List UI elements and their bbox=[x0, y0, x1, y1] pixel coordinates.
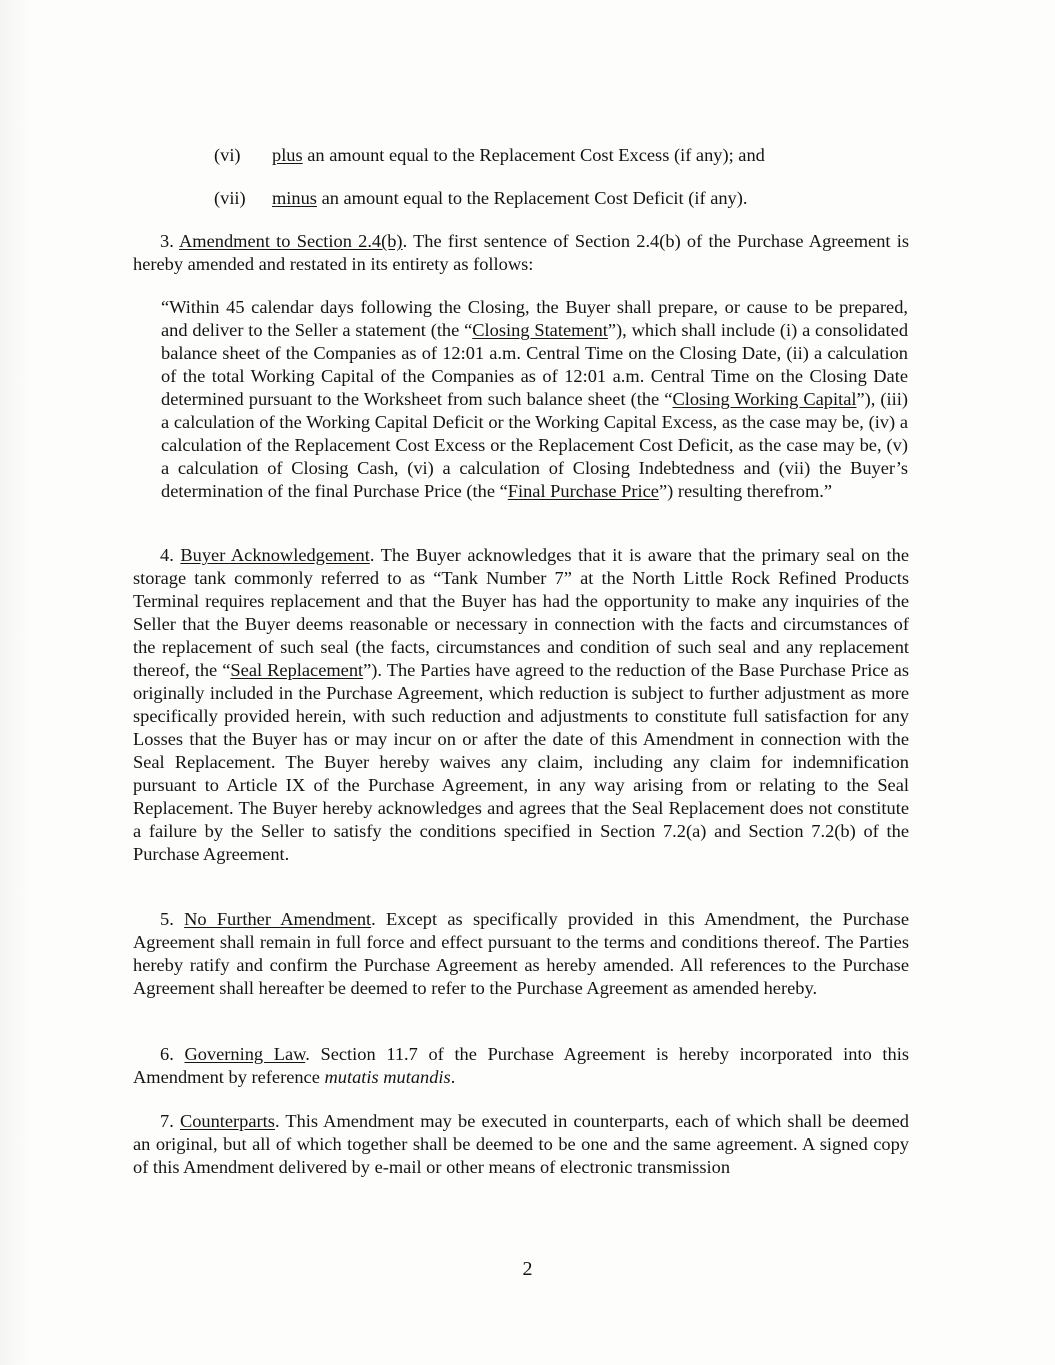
latin-phrase: mutatis mutandis bbox=[324, 1067, 451, 1087]
list-item-text: an amount equal to the Replacement Cost Excess (if any); and bbox=[302, 145, 765, 165]
section-body: . Section 11.7 of the Purchase Agreement is hereby incorporated into this Amendment by reference bbox=[133, 1044, 909, 1087]
quote-text: ”), which shall include (i) a consolidated balance sheet of the Companies as of 12:01 a.m. Central Time on the Closing Date, (ii) a calculation of the total Working Capital of the Companies as of 12:01 a.m. Central Time on the Closing Date determined pursuant to the Worksheet from such balance sheet (the “ bbox=[161, 320, 909, 409]
section-heading: Amendment to Section 2.4(b) bbox=[179, 231, 403, 251]
section-6 bbox=[133, 1043, 909, 1089]
section-body: . This Amendment may be executed in counterparts, each of which shall be deemed an original, but all of which together shall be deemed to be one and the same agreement. A signed copy of this Amendment delivered by e-mail or other means of electronic transmission bbox=[133, 1111, 909, 1177]
section-heading: Governing Law bbox=[184, 1044, 306, 1064]
list-item-keyword: plus bbox=[272, 145, 303, 165]
section-body: . The Buyer acknowledges that it is aware that the primary seal on the storage tank commonly referred to as “Tank Number 7” at the North Little Rock Refined Products Terminal requires replacement and that the Buyer has had the opportunity to make any inquiries of the Seller that the Buyer deems reasonable or necessary in connection with the facts and circumstances of the replacement of such seal (the facts, circumstances and condition of such seal and any replacement thereof, the “ bbox=[133, 545, 909, 680]
quote-text: ”), (iii) a calculation of the Working Capital Deficit or the Working Capital Excess, as the case may be, (iv) a calculation of the Replacement Cost Excess or the Replacement Cost Deficit, as the case may be, (v) a calculation of Closing Cash, (vi) a calculation of Closing Indebtedness and (vii) the Buyer’s determination of the final Purchase Price (the “ bbox=[161, 389, 909, 501]
quote-text: “Within 45 calendar days following the Closing, the Buyer shall prepare, or cause to be prepared, and deliver to the Seller a statement (the “ bbox=[161, 297, 908, 340]
section-number: 4. bbox=[160, 545, 174, 565]
list-item-keyword: minus bbox=[272, 188, 317, 208]
defined-term: Final Purchase Price bbox=[507, 481, 659, 501]
list-item-vi bbox=[214, 144, 765, 167]
list-item-number: (vi) bbox=[214, 145, 241, 165]
list-item-vii bbox=[214, 187, 747, 210]
page-number: 2 bbox=[522, 1258, 533, 1280]
section-heading: Counterparts bbox=[179, 1111, 275, 1131]
scan-shadow bbox=[0, 0, 30, 1365]
section-number: 7. bbox=[160, 1111, 174, 1131]
quote-text: ”) resulting therefrom.” bbox=[658, 481, 833, 501]
section-body-end: . bbox=[450, 1067, 456, 1087]
section-7 bbox=[133, 1110, 909, 1179]
section-heading: Buyer Acknowledgement bbox=[180, 545, 370, 565]
section-5 bbox=[133, 908, 909, 1000]
amended-quote bbox=[161, 296, 908, 503]
list-item-number: (vii) bbox=[214, 188, 246, 208]
section-3 bbox=[133, 230, 909, 276]
defined-term: Closing Working Capital bbox=[672, 389, 857, 409]
section-body: . Except as specifically provided in this Amendment, the Purchase Agreement shall remain in full force and effect pursuant to the terms and conditions thereof. The Parties hereby ratify and confirm the Purchase Agreement as hereby amended. All references to the Purchase Agreement shall hereafter be deemed to refer to the Purchase Agreement as amended hereby. bbox=[133, 909, 909, 998]
section-body: . The first sentence of Section 2.4(b) of the Purchase Agreement is hereby amended and restated in its entirety as follows: bbox=[133, 231, 909, 274]
section-number: 5. bbox=[160, 909, 174, 929]
defined-term: Seal Replacement bbox=[230, 660, 364, 680]
section-body: ”). The Parties have agreed to the reduction of the Base Purchase Price as originally included in the Purchase Agreement, which reduction is subject to further adjustment as more specifically provided herein, with such reduction and adjustments to constitute full satisfaction for any Losses that the Buyer has or may incur on or after the date of this Amendment in connection with the Seal Replacement. The Buyer hereby waives any claim, including any claim for indemnification pursuant to Article IX of the Purchase Agreement, in any way arising from or relating to the Seal Replacement. The Buyer hereby acknowledges and agrees that the Seal Replacement does not constitute a failure by the Seller to satisfy the conditions specified in Section 7.2(a) and Section 7.2(b) of the Purchase Agreement. bbox=[133, 660, 910, 864]
defined-term: Closing Statement bbox=[472, 320, 608, 340]
section-4 bbox=[133, 544, 909, 866]
section-number: 6. bbox=[160, 1044, 174, 1064]
list-item-text: an amount equal to the Replacement Cost Deficit (if any). bbox=[316, 188, 748, 208]
section-number: 3. bbox=[160, 231, 174, 251]
section-heading: No Further Amendment bbox=[184, 909, 372, 929]
